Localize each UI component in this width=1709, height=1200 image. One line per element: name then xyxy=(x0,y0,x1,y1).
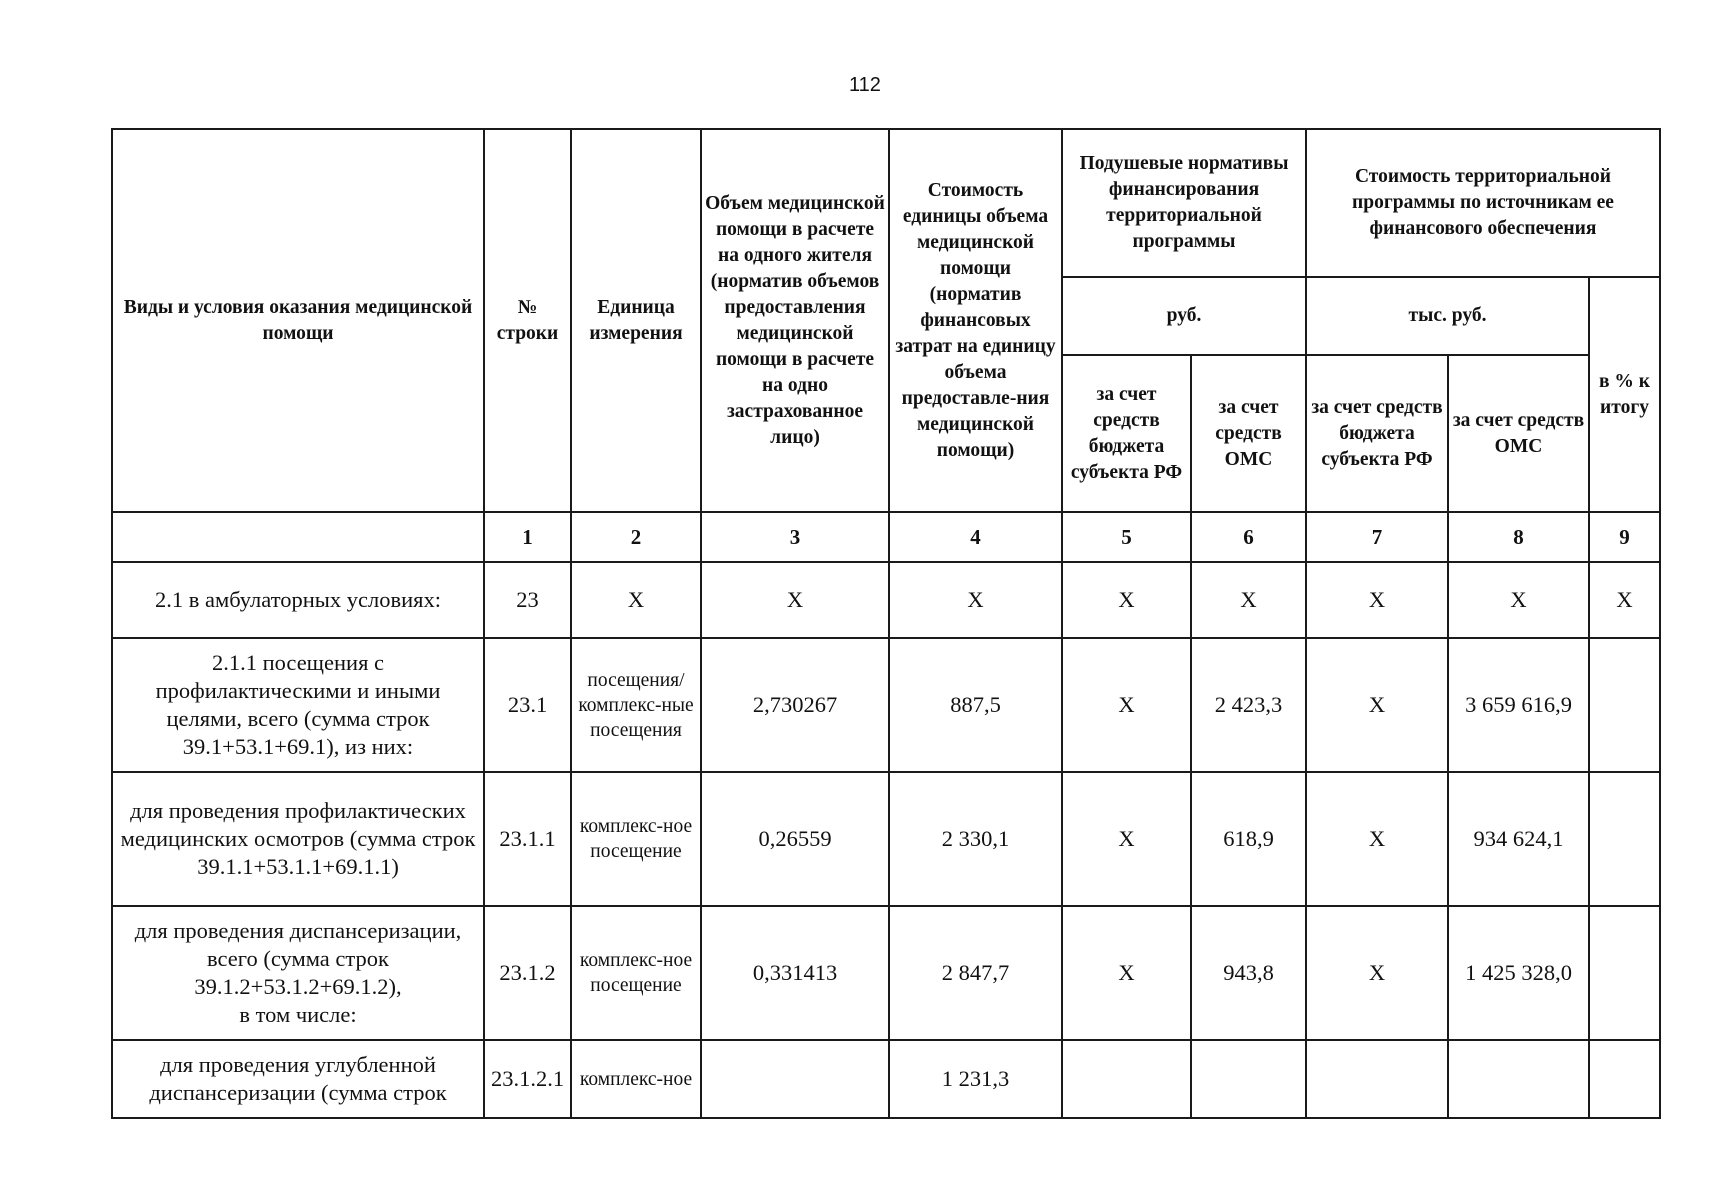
row-unit-cost: 2 330,1 xyxy=(889,772,1062,906)
row-unit-cost: 1 231,3 xyxy=(889,1040,1062,1118)
header-oms-rub: за счет средств ОМС xyxy=(1191,355,1306,512)
row-unit: комплекс-ное xyxy=(571,1040,701,1118)
row-number: 23.1.2.1 xyxy=(484,1040,571,1118)
row-budget-rub: Х xyxy=(1062,562,1191,638)
column-number: 2 xyxy=(571,512,701,562)
column-number: 9 xyxy=(1589,512,1660,562)
row-percent xyxy=(1589,638,1660,772)
row-oms-rub xyxy=(1191,1040,1306,1118)
row-unit-cost: 887,5 xyxy=(889,638,1062,772)
row-volume: 0,26559 xyxy=(701,772,889,906)
header-volume: Объем медицинской помощи в расчете на одного жителя (норматив объемов предоставления медицинской помощи в расчете на одно застрахованное лицо) xyxy=(701,129,889,512)
column-number: 5 xyxy=(1062,512,1191,562)
column-number: 8 xyxy=(1448,512,1589,562)
row-volume: 2,730267 xyxy=(701,638,889,772)
row-oms-rub: 943,8 xyxy=(1191,906,1306,1040)
table-row xyxy=(112,562,1660,638)
column-number: 7 xyxy=(1306,512,1448,562)
row-care-type: для проведения углубленной диспансеризации (сумма строк xyxy=(112,1040,484,1118)
column-number-empty xyxy=(112,512,484,562)
table-row xyxy=(112,1040,1660,1118)
row-volume xyxy=(701,1040,889,1118)
header-unit-rub: руб. xyxy=(1062,277,1306,355)
page-number: 112 xyxy=(849,74,881,96)
header-oms-thousand: за счет средств ОМС xyxy=(1448,355,1589,512)
row-unit: посещения/ комплекс-ные посещения xyxy=(571,638,701,772)
row-oms-rub: 618,9 xyxy=(1191,772,1306,906)
row-budget-rub: Х xyxy=(1062,906,1191,1040)
row-unit-cost: 2 847,7 xyxy=(889,906,1062,1040)
row-percent xyxy=(1589,772,1660,906)
row-budget-thousand: Х xyxy=(1306,906,1448,1040)
column-number: 3 xyxy=(701,512,889,562)
header-per-capita-group: Подушевые нормативы финансирования территориальной программы xyxy=(1062,129,1306,277)
row-oms-thousand xyxy=(1448,1040,1589,1118)
header-percent-of-total: в % к итогу xyxy=(1589,277,1660,512)
table-row xyxy=(112,906,1660,1040)
row-budget-thousand xyxy=(1306,1040,1448,1118)
row-budget-thousand: Х xyxy=(1306,562,1448,638)
row-care-type: для проведения диспансеризации, всего (сумма строк 39.1.2+53.1.2+69.1.2), в том числе: xyxy=(112,906,484,1040)
row-unit-cost: Х xyxy=(889,562,1062,638)
header-budget-rub: за счет средств бюджета субъекта РФ xyxy=(1062,355,1191,512)
header-budget-thousand: за счет средств бюджета субъекта РФ xyxy=(1306,355,1448,512)
row-oms-thousand: 1 425 328,0 xyxy=(1448,906,1589,1040)
row-number: 23 xyxy=(484,562,571,638)
row-oms-thousand: 934 624,1 xyxy=(1448,772,1589,906)
table-row xyxy=(112,772,1660,906)
row-oms-rub: 2 423,3 xyxy=(1191,638,1306,772)
row-number: 23.1.1 xyxy=(484,772,571,906)
column-number: 1 xyxy=(484,512,571,562)
column-number: 4 xyxy=(889,512,1062,562)
header-unit: Единица измерения xyxy=(571,129,701,512)
row-budget-rub xyxy=(1062,1040,1191,1118)
row-unit: Х xyxy=(571,562,701,638)
row-percent xyxy=(1589,906,1660,1040)
header-unit-thousand-rub: тыс. руб. xyxy=(1306,277,1589,355)
row-oms-thousand: Х xyxy=(1448,562,1589,638)
financing-table xyxy=(111,128,1661,1119)
header-program-cost-group: Стоимость территориальной программы по источникам ее финансового обеспечения xyxy=(1306,129,1660,277)
table-row xyxy=(112,638,1660,772)
row-budget-rub: Х xyxy=(1062,772,1191,906)
row-care-type: 2.1.1 посещения с профилактическими и иными целями, всего (сумма строк 39.1+53.1+69.1), из них: xyxy=(112,638,484,772)
header-row-number: № строки xyxy=(484,129,571,512)
column-numbers-row xyxy=(112,512,1660,562)
row-number: 23.1.2 xyxy=(484,906,571,1040)
row-volume: 0,331413 xyxy=(701,906,889,1040)
row-budget-rub: Х xyxy=(1062,638,1191,772)
row-budget-thousand: Х xyxy=(1306,638,1448,772)
row-oms-rub: Х xyxy=(1191,562,1306,638)
row-volume: Х xyxy=(701,562,889,638)
row-number: 23.1 xyxy=(484,638,571,772)
header-unit-cost: Стоимость единицы объема медицинской помощи (норматив финансовых затрат на единицу объема предоставле-ния медицинской помощи) xyxy=(889,129,1062,512)
row-care-type: 2.1 в амбулаторных условиях: xyxy=(112,562,484,638)
row-unit: комплекс-ное посещение xyxy=(571,906,701,1040)
row-oms-thousand: 3 659 616,9 xyxy=(1448,638,1589,772)
row-percent: Х xyxy=(1589,562,1660,638)
row-unit: комплекс-ное посещение xyxy=(571,772,701,906)
row-care-type: для проведения профилактических медицинских осмотров (сумма строк 39.1.1+53.1.1+69.1.1) xyxy=(112,772,484,906)
column-number: 6 xyxy=(1191,512,1306,562)
header-care-type: Виды и условия оказания медицинской помощи xyxy=(112,129,484,512)
header-row-1 xyxy=(112,129,1660,277)
row-budget-thousand: Х xyxy=(1306,772,1448,906)
row-percent xyxy=(1589,1040,1660,1118)
